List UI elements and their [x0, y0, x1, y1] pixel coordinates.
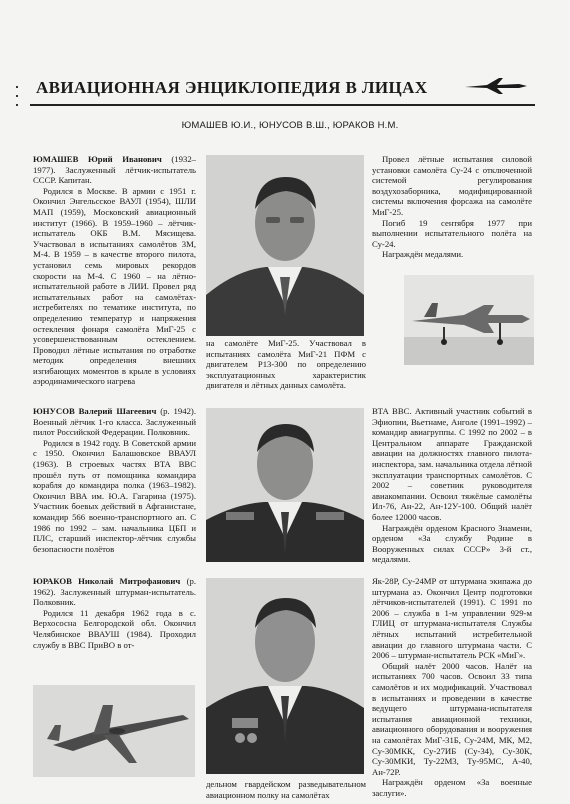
entry-lead: (1932–1977). Заслуженный лётчик-испытатель СССР. Капитан. — [33, 154, 197, 186]
aircraft-photo-mig25 — [404, 275, 534, 365]
entry-text-para: Общий налёт 2000 часов. Налёт на испытаниях 700 часов. Освоил 33 типа самолётов и их модификаций. Участвовал в испытаниях и проведении в качестве ведущего штурмана-испытателя испытания авиационной техники, авиационного оборудования и вооружения на самолётах МиГ-31Б, Су-24М, МК, М2, Су-30МКК, Су-27ИБ (Су-34), Су-30К, Су-30МКИ, Ту-22М3, Ту-95МС, А-40, Ан-72Р. — [372, 660, 532, 777]
entry-yunusov-continued — [372, 406, 532, 565]
binder-dots — [16, 86, 20, 106]
entry-lead: (р. 1942). Военный лётчик 1-го класса. Заслуженный пилот Российской Федерации. Полковник. — [33, 406, 196, 438]
entry-name: ЮНУСОВ Валерий Шагеевич — [33, 406, 157, 416]
entry-yurakov-text — [33, 576, 196, 650]
entry-body: Родился 11 декабря 1962 года в с. Верхососна Белгородской обл. Окончил Челябинское ВВАУШ (1984). Проходил службу в ВВС ПриВО в от- — [33, 607, 196, 650]
portrait-yurakov — [206, 578, 364, 774]
entry-body: Родился в Москве. В армии с 1951 г. Окончил Энгельсское ВАУЛ (1954), ШЛИ МАП (1959), Московский авиационный институт (1966). В 1959–1960 – лётчик-испытатель ОКБ В.М. Мясищева. Участвовал в испытаниях самолётов 3М, М-4. В 1959 – в качестве второго пилота, установил семь мировых рекордов скорости на М-4. С 1960 – на лётно-испытательной работе в ЛИИ. Провел ряд испытательных работ на самолётах-истребителях по тематике института, по определению температур и напряжения остекления фонаря самолёта МиГ-25 с усовершенствованным остеклением. Проводил лётные испытания по отработке методик определения внешних изгибающих моментов в крыле в условиях аэродинамического нагрева — [33, 185, 196, 387]
entry-yumashev-continued — [372, 154, 532, 260]
authors-line: ЮМАШЕВ Ю.И., ЮНУСОВ В.Ш., ЮРАКОВ Н.М. — [181, 120, 399, 131]
entry-text-para: Награждён орденом «За военные заслуги». — [372, 777, 532, 798]
header-rule — [30, 104, 535, 106]
entry-name: ЮРАКОВ Николай Митрофанович — [33, 576, 181, 586]
entry-body: Родился в 1942 году. В Советской армии с 1950. Окончил Балашовское ВВАУЛ (1963). В строевых частях ВТА ВВС прошёл путь от помощника командира корабля до командира полка (1963–1982). Окончил ВВА им. Ю.А. Гагарина (1975). Участник боевых действий в Афганистане, командир 566 военно-транспортного ап. С 1986 по 1992 – зам. начальника ЦБП и ПЛС, старший инспектор-лётчик службы безопасности полётов — [33, 437, 196, 554]
aircraft-photo-an72 — [33, 685, 195, 777]
page-title: АВИАЦИОННАЯ ЭНЦИКЛОПЕДИЯ В ЛИЦАХ — [36, 78, 428, 97]
entry-text-para: Як-28Р, Су-24МР от штурмана экипажа до штурмана аэ. Окончил Центр подготовки лётчиков-испытателей (1991). С 1991 по 2006 – служба в 1-м управлении 929-м ГЛИЦ от штурмана-испытателя Службы лётных испытаний истребительной авиации до главного штурмана части. С 2006 – штурман-испытатель РСК «МиГ». — [372, 576, 532, 661]
entry-text-para: ВТА ВВС. Активный участник событий в Эфиопии, Вьетнаме, Анголе (1991–1992) – командир авиагруппы. С 1992 по 2002 – в Центральном аппарате Гражданской авиации на должностях главного пилота-инспектора, зам. начальника отдела лётной эксплуатации транспортных самолётов. С 2002 – советник руководителя авиакомпании. Освоил тяжёлые самолёты Ил-76, Ан-22, Ан-12У-100. Общий налёт более 12000 часов. — [372, 406, 532, 522]
entry-yurakov-continued — [372, 576, 532, 798]
jet-silhouette-icon — [463, 76, 529, 96]
entry-yurakov-caption: дельном гвардейском разведывательном авиационном полку на самолётах — [206, 779, 366, 800]
entry-yumashev-caption: на самолёте МиГ-25. Участвовал в испытаниях самолёта МиГ-21 ПФМ с двигателем Р13-300 по определению эксплуатационных характеристик двигателя и лётных данных самолёта. — [206, 338, 366, 391]
entry-yumashev-text — [33, 154, 196, 387]
entry-text-para: Награждён медалями. — [382, 249, 464, 260]
portrait-yumashev — [206, 155, 364, 336]
entry-yunusov-text — [33, 406, 196, 554]
entry-name: ЮМАШЕВ Юрий Иванович — [33, 154, 162, 164]
portrait-yunusov — [206, 408, 364, 562]
entry-text-para: Погиб 19 сентября 1977 при выполнении испытательного полёта на Су-24. — [372, 217, 532, 249]
entry-lead: (р. 1962). Заслуженный штурман-испытатель. Полковник. — [33, 576, 196, 608]
entry-text-para: Провел лётные испытания силовой установки самолёта Су-24 с отключенной системой регулирования воздухозаборника, модифицированной системы включения форсажа на самолёте МиГ-25. — [372, 154, 532, 217]
entry-text-para: Награждён орденом Красного Знамени, орденом «За службу Родине в Вооруженных силах СССР» 3-й ст., медалями. — [372, 522, 532, 565]
